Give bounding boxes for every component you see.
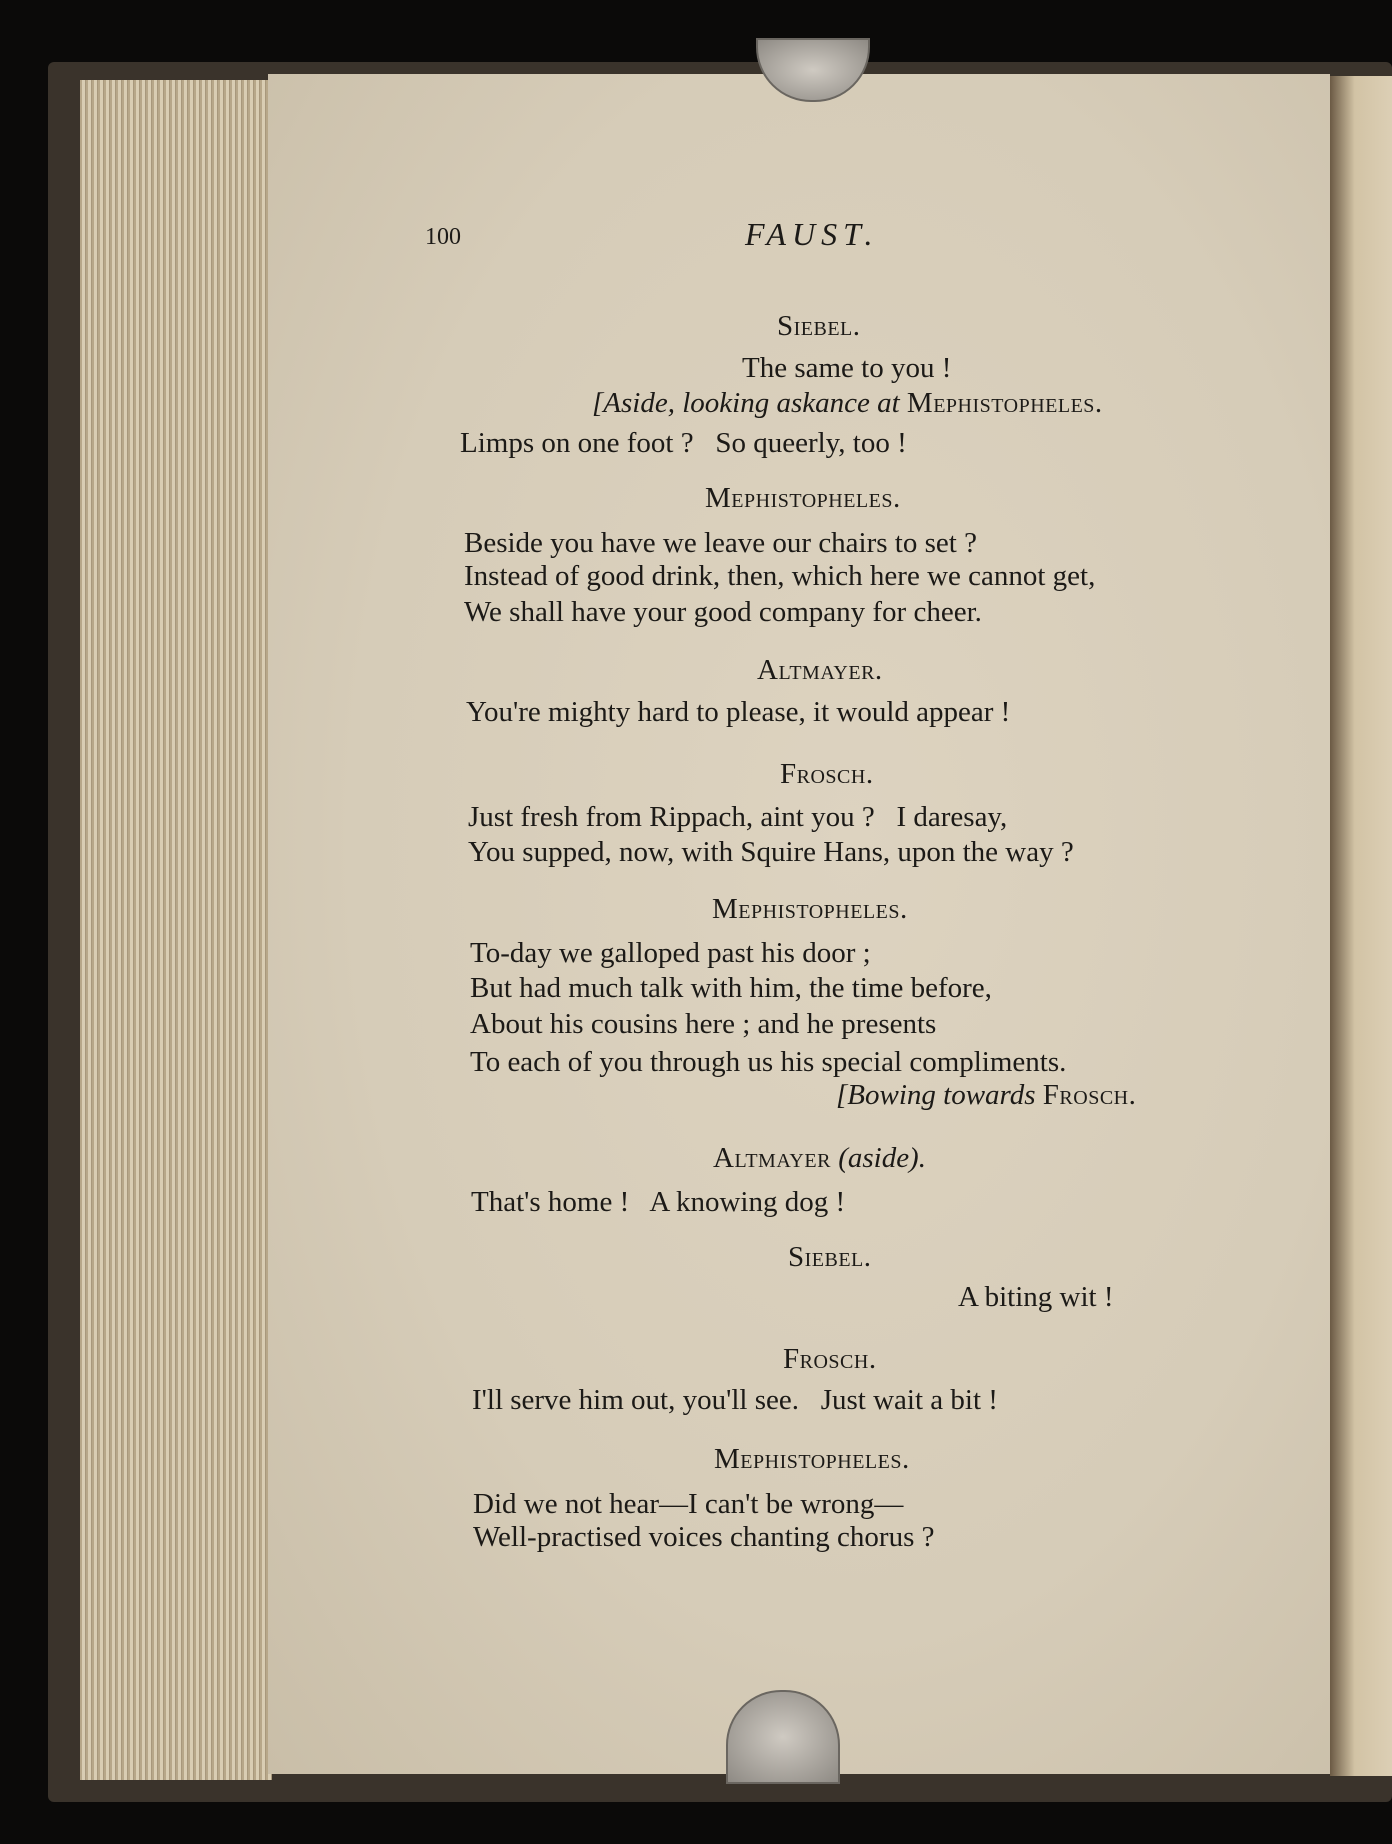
stage-direction-name: Mephistopheles. (906, 387, 1103, 419)
speaker-name: Frosch. (780, 758, 874, 790)
facing-page (1330, 76, 1392, 1776)
speaker-note: (aside). (838, 1142, 926, 1174)
speaker-name: Siebel. (788, 1241, 872, 1273)
verse-line: Instead of good drink, then, which here we cannot get, (464, 560, 1096, 592)
verse-line: Did we not hear—I can't be wrong— (473, 1488, 904, 1520)
running-title: FAUST. (745, 216, 879, 252)
verse-line: About his cousins here ; and he presents (470, 1008, 937, 1040)
verse-line: Well-practised voices chanting chorus ? (473, 1521, 935, 1553)
speaker-name: Frosch. (783, 1343, 877, 1375)
speaker-name: Siebel. (777, 310, 861, 342)
verse-line: Just fresh from Rippach, aint you ? I daresay, (468, 801, 1008, 833)
verse-line: But had much talk with him, the time before, (470, 972, 992, 1004)
speaker-name: Altmayer (713, 1142, 831, 1174)
speaker-heading (713, 1144, 926, 1173)
verse-line: You're mighty hard to please, it would appear ! (466, 696, 1011, 728)
speaker-name: Mephistopheles. (705, 482, 901, 514)
verse-line: To-day we galloped past his door ; (470, 937, 871, 969)
stage-direction-name: Frosch. (1042, 1079, 1137, 1111)
verse-line: You supped, now, with Squire Hans, upon the way ? (468, 836, 1074, 868)
speaker-name: Mephistopheles. (712, 893, 908, 925)
page-edges (80, 80, 272, 1780)
stage-direction (592, 389, 1103, 418)
verse-line: The same to you ! (742, 352, 952, 384)
stage-direction-text: [Bowing towards (836, 1079, 1036, 1111)
speaker-name: Altmayer. (757, 654, 883, 686)
verse-line: I'll serve him out, you'll see. Just wait a bit ! (472, 1384, 998, 1416)
verse-line: That's home ! A knowing dog ! (471, 1186, 846, 1218)
verse-line: We shall have your good company for cheer. (464, 596, 982, 628)
verse-line: A biting wit ! (958, 1281, 1114, 1313)
stage-direction (836, 1081, 1136, 1110)
verse-line: To each of you through us his special compliments. (470, 1046, 1067, 1078)
verse-line: Limps on one foot ? So queerly, too ! (460, 427, 907, 459)
page-number: 100 (425, 224, 461, 250)
speaker-name: Mephistopheles. (714, 1443, 910, 1475)
verse-line: Beside you have we leave our chairs to set ? (464, 527, 977, 559)
stage-direction-text: [Aside, looking askance at (592, 387, 900, 419)
